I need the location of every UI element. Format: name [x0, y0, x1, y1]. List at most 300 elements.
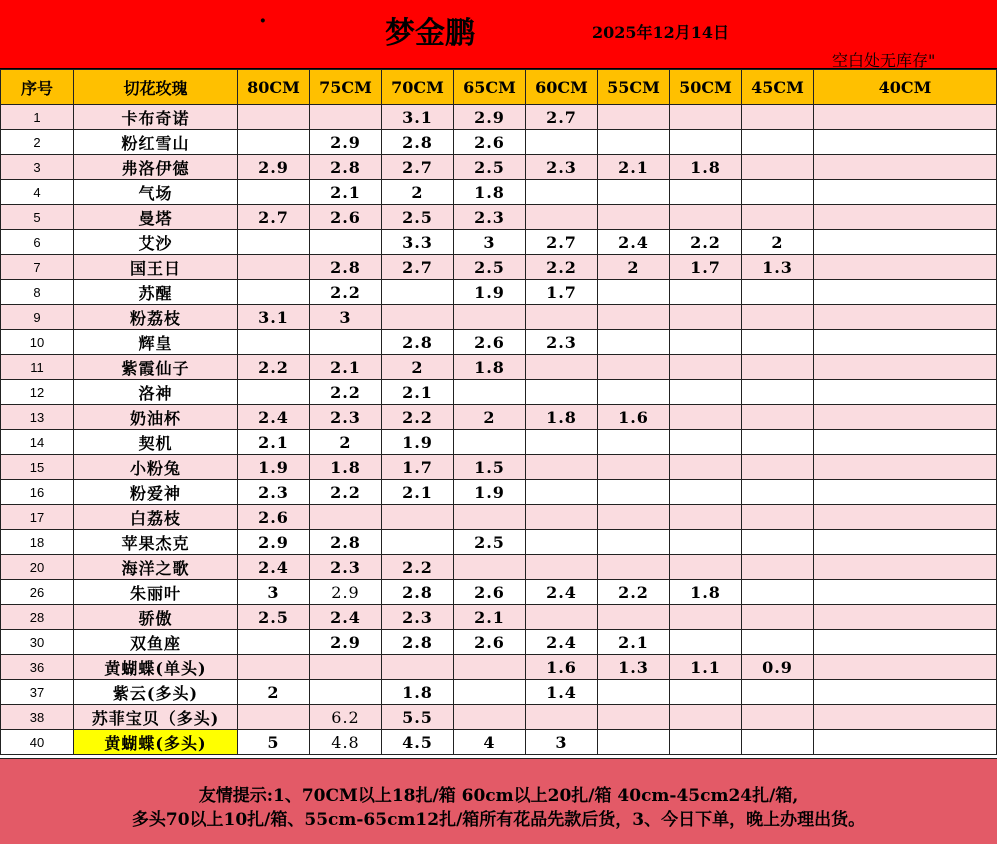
- price-cell: [526, 480, 598, 505]
- price-cell: [814, 480, 997, 505]
- price-cell: [742, 305, 814, 330]
- price-cell: 2.7: [382, 155, 454, 180]
- page-title: 梦金鹏: [385, 16, 475, 51]
- price-cell: 2.3: [310, 555, 382, 580]
- price-cell: [814, 505, 997, 530]
- price-cell: 2.6: [238, 505, 310, 530]
- price-cell: 2.5: [382, 205, 454, 230]
- price-cell: 2.1: [598, 155, 670, 180]
- table-row: [1, 530, 997, 555]
- price-cell: [670, 130, 742, 155]
- column-header: 序号: [1, 70, 74, 105]
- column-header: 切花玫瑰: [74, 70, 238, 105]
- price-cell: [742, 130, 814, 155]
- row-number: 5: [1, 205, 74, 230]
- price-cell: 2.8: [310, 155, 382, 180]
- table-row: [1, 380, 997, 405]
- price-cell: 2: [598, 255, 670, 280]
- row-number: 13: [1, 405, 74, 430]
- price-cell: [814, 180, 997, 205]
- price-cell: 2.4: [238, 555, 310, 580]
- price-cell: 1.3: [598, 655, 670, 680]
- price-cell: [670, 430, 742, 455]
- price-cell: [814, 580, 997, 605]
- price-cell: 2.9: [310, 630, 382, 655]
- price-cell: [598, 430, 670, 455]
- price-cell: [310, 230, 382, 255]
- price-cell: 2.7: [238, 205, 310, 230]
- price-cell: 3: [310, 305, 382, 330]
- price-cell: [454, 305, 526, 330]
- price-cell: [670, 705, 742, 730]
- price-cell: 2.2: [238, 355, 310, 380]
- row-number: 20: [1, 555, 74, 580]
- column-header: 70CM: [382, 70, 454, 105]
- table-row: [1, 205, 997, 230]
- price-cell: 2.9: [238, 530, 310, 555]
- variety-name: 奶油杯: [74, 405, 238, 430]
- variety-name: 粉爱神: [74, 480, 238, 505]
- price-cell: 2.1: [310, 180, 382, 205]
- price-cell: 2: [382, 355, 454, 380]
- price-cell: [238, 655, 310, 680]
- price-cell: [814, 380, 997, 405]
- price-cell: [814, 155, 997, 180]
- variety-name: 黄蝴蝶(多头): [74, 730, 238, 755]
- column-header: 40CM: [814, 70, 997, 105]
- price-cell: 2.8: [310, 255, 382, 280]
- price-cell: [814, 730, 997, 755]
- price-cell: [526, 455, 598, 480]
- price-cell: 2.2: [382, 405, 454, 430]
- price-cell: 2.6: [310, 205, 382, 230]
- price-cell: [598, 705, 670, 730]
- variety-name: 白荔枝: [74, 505, 238, 530]
- price-cell: [670, 280, 742, 305]
- price-cell: [814, 405, 997, 430]
- table-row: [1, 130, 997, 155]
- price-cell: [670, 205, 742, 230]
- row-number: 17: [1, 505, 74, 530]
- price-cell: [742, 330, 814, 355]
- row-number: 3: [1, 155, 74, 180]
- row-number: 30: [1, 630, 74, 655]
- price-cell: [742, 580, 814, 605]
- price-cell: [382, 655, 454, 680]
- price-cell: 2.7: [526, 105, 598, 130]
- price-cell: [670, 730, 742, 755]
- table-row: [1, 605, 997, 630]
- price-cell: [742, 455, 814, 480]
- price-cell: 1.3: [742, 255, 814, 280]
- price-cell: 1.8: [670, 155, 742, 180]
- price-cell: [814, 255, 997, 280]
- price-cell: [598, 680, 670, 705]
- price-cell: [814, 230, 997, 255]
- price-cell: [310, 655, 382, 680]
- price-cell: 3.1: [238, 305, 310, 330]
- price-cell: 2.2: [598, 580, 670, 605]
- price-cell: 2.5: [454, 530, 526, 555]
- header-row: [1, 70, 997, 105]
- price-cell: [742, 555, 814, 580]
- price-cell: [670, 505, 742, 530]
- row-number: 40: [1, 730, 74, 755]
- price-cell: [814, 605, 997, 630]
- price-cell: [814, 130, 997, 155]
- table-row: [1, 630, 997, 655]
- price-cell: 2.8: [382, 630, 454, 655]
- row-number: 16: [1, 480, 74, 505]
- price-cell: [526, 605, 598, 630]
- row-number: 4: [1, 180, 74, 205]
- price-cell: 5.5: [382, 705, 454, 730]
- price-cell: [670, 605, 742, 630]
- price-cell: [526, 705, 598, 730]
- price-cell: [598, 455, 670, 480]
- row-number: 1: [1, 105, 74, 130]
- variety-name: 黄蝴蝶(单头): [74, 655, 238, 680]
- table-row: [1, 480, 997, 505]
- row-number: 8: [1, 280, 74, 305]
- price-cell: 1.8: [526, 405, 598, 430]
- price-cell: [814, 455, 997, 480]
- price-cell: 2: [742, 230, 814, 255]
- price-cell: [742, 180, 814, 205]
- price-cell: [742, 430, 814, 455]
- row-number: 12: [1, 380, 74, 405]
- price-cell: [238, 330, 310, 355]
- table-row: [1, 105, 997, 130]
- price-cell: 2.9: [310, 580, 382, 605]
- price-cell: [454, 680, 526, 705]
- price-cell: [382, 530, 454, 555]
- table-row: [1, 555, 997, 580]
- variety-name: 紫云(多头): [74, 680, 238, 705]
- price-cell: 2: [382, 180, 454, 205]
- price-cell: 1.8: [310, 455, 382, 480]
- table-row: [1, 580, 997, 605]
- price-cell: 2.8: [382, 130, 454, 155]
- stock-note: 空白处无库存": [832, 51, 936, 70]
- price-cell: [526, 380, 598, 405]
- price-cell: 2.8: [382, 580, 454, 605]
- price-cell: [238, 255, 310, 280]
- price-cell: 2.2: [670, 230, 742, 255]
- price-cell: 1.8: [454, 355, 526, 380]
- price-cell: 2.3: [454, 205, 526, 230]
- price-cell: [238, 630, 310, 655]
- price-cell: [814, 680, 997, 705]
- price-cell: 2.3: [382, 605, 454, 630]
- price-cell: [670, 380, 742, 405]
- table-row: [1, 455, 997, 480]
- price-cell: 2.7: [526, 230, 598, 255]
- price-cell: 2.7: [382, 255, 454, 280]
- price-cell: [598, 330, 670, 355]
- price-cell: [742, 705, 814, 730]
- price-cell: [670, 530, 742, 555]
- price-cell: 3: [454, 230, 526, 255]
- price-cell: 2.1: [310, 355, 382, 380]
- variety-name: 曼塔: [74, 205, 238, 230]
- price-cell: 1.1: [670, 655, 742, 680]
- price-cell: [742, 280, 814, 305]
- variety-name: 双鱼座: [74, 630, 238, 655]
- price-cell: [814, 430, 997, 455]
- price-cell: 2.2: [382, 555, 454, 580]
- variety-name: 艾沙: [74, 230, 238, 255]
- variety-name: 弗洛伊德: [74, 155, 238, 180]
- date-label: 2025年12月14日: [592, 23, 730, 42]
- footer-notice: [0, 758, 997, 844]
- price-cell: [238, 105, 310, 130]
- price-cell: 6.2: [310, 705, 382, 730]
- price-cell: 1.7: [526, 280, 598, 305]
- price-cell: 1.5: [454, 455, 526, 480]
- price-cell: [742, 730, 814, 755]
- price-cell: [598, 505, 670, 530]
- price-cell: [454, 505, 526, 530]
- variety-name: 气场: [74, 180, 238, 205]
- price-cell: 3.1: [382, 105, 454, 130]
- price-cell: [670, 405, 742, 430]
- table-row: [1, 155, 997, 180]
- price-cell: [670, 630, 742, 655]
- price-cell: [238, 280, 310, 305]
- row-number: 26: [1, 580, 74, 605]
- price-cell: [814, 705, 997, 730]
- price-cell: [598, 130, 670, 155]
- price-cell: 2.3: [526, 155, 598, 180]
- price-cell: 2.2: [310, 480, 382, 505]
- row-number: 10: [1, 330, 74, 355]
- price-cell: 2.6: [454, 630, 526, 655]
- price-cell: [742, 405, 814, 430]
- price-cell: 2.4: [238, 405, 310, 430]
- price-cell: [598, 205, 670, 230]
- price-cell: [454, 705, 526, 730]
- table-row: [1, 305, 997, 330]
- table-row: [1, 730, 997, 755]
- price-cell: [526, 130, 598, 155]
- table-row: [1, 255, 997, 280]
- price-cell: [814, 630, 997, 655]
- price-cell: 2.6: [454, 130, 526, 155]
- price-cell: [670, 555, 742, 580]
- price-cell: [742, 630, 814, 655]
- price-cell: [526, 430, 598, 455]
- price-cell: 1.7: [670, 255, 742, 280]
- price-cell: 3: [238, 580, 310, 605]
- price-cell: 1.9: [238, 455, 310, 480]
- price-cell: 2.1: [382, 380, 454, 405]
- table-row: [1, 430, 997, 455]
- price-cell: [526, 305, 598, 330]
- price-cell: 1.9: [382, 430, 454, 455]
- variety-name: 粉荔枝: [74, 305, 238, 330]
- price-cell: 1.8: [670, 580, 742, 605]
- price-cell: [526, 505, 598, 530]
- footer-line-1: 友情提示:1、70CM以上18扎/箱 60cm以上20扎/箱 40cm-45cm24扎/箱,: [198, 786, 799, 806]
- price-cell: 1.8: [382, 680, 454, 705]
- table-row: [1, 705, 997, 730]
- price-cell: [742, 505, 814, 530]
- price-cell: [670, 305, 742, 330]
- price-cell: 4.5: [382, 730, 454, 755]
- variety-name: 小粉兔: [74, 455, 238, 480]
- price-cell: [670, 180, 742, 205]
- price-cell: 2.4: [526, 630, 598, 655]
- price-cell: 5: [238, 730, 310, 755]
- price-cell: [598, 180, 670, 205]
- price-cell: [742, 105, 814, 130]
- price-cell: [742, 680, 814, 705]
- price-cell: 1.8: [454, 180, 526, 205]
- row-number: 14: [1, 430, 74, 455]
- price-cell: [526, 205, 598, 230]
- table-row: [1, 655, 997, 680]
- variety-name: 苏醒: [74, 280, 238, 305]
- price-cell: [742, 155, 814, 180]
- price-cell: 2.5: [454, 155, 526, 180]
- price-cell: [310, 105, 382, 130]
- row-number: 6: [1, 230, 74, 255]
- price-cell: 1.6: [526, 655, 598, 680]
- variety-name: 契机: [74, 430, 238, 455]
- price-cell: [814, 330, 997, 355]
- price-cell: 1.4: [526, 680, 598, 705]
- price-cell: [526, 355, 598, 380]
- table-row: [1, 405, 997, 430]
- price-cell: [598, 355, 670, 380]
- row-number: 18: [1, 530, 74, 555]
- variety-name: 卡布奇诺: [74, 105, 238, 130]
- price-cell: 0.9: [742, 655, 814, 680]
- price-cell: [310, 330, 382, 355]
- price-cell: 2.6: [454, 330, 526, 355]
- price-cell: [382, 505, 454, 530]
- column-header: 65CM: [454, 70, 526, 105]
- price-cell: 3: [526, 730, 598, 755]
- table-row: [1, 180, 997, 205]
- table-row: [1, 680, 997, 705]
- price-cell: 2.8: [382, 330, 454, 355]
- price-cell: 2.3: [526, 330, 598, 355]
- variety-name: 朱丽叶: [74, 580, 238, 605]
- variety-name: 紫霞仙子: [74, 355, 238, 380]
- footer-line-2: 多头70以上10扎/箱、55cm-65cm12扎/箱所有花品先款后货，3、今日下单，晚上办理出货。: [131, 810, 866, 830]
- price-cell: 2.8: [310, 530, 382, 555]
- price-cell: 1.9: [454, 480, 526, 505]
- variety-name: 苏菲宝贝（多头): [74, 705, 238, 730]
- price-cell: [742, 605, 814, 630]
- price-cell: [454, 555, 526, 580]
- price-cell: [670, 355, 742, 380]
- price-cell: [454, 655, 526, 680]
- price-cell: 2.5: [454, 255, 526, 280]
- price-cell: [598, 105, 670, 130]
- price-cell: [814, 105, 997, 130]
- table-row: [1, 280, 997, 305]
- price-cell: [238, 180, 310, 205]
- price-cell: [238, 380, 310, 405]
- price-cell: [310, 505, 382, 530]
- price-cell: 4: [454, 730, 526, 755]
- price-cell: 2.2: [310, 380, 382, 405]
- price-cell: [598, 380, 670, 405]
- price-cell: [382, 280, 454, 305]
- row-number: 9: [1, 305, 74, 330]
- price-cell: [814, 280, 997, 305]
- table-row: [1, 230, 997, 255]
- price-cell: [742, 205, 814, 230]
- price-cell: [598, 305, 670, 330]
- price-cell: 2: [310, 430, 382, 455]
- row-number: 15: [1, 455, 74, 480]
- price-cell: 2.2: [310, 280, 382, 305]
- price-cell: 2.6: [454, 580, 526, 605]
- row-number: 36: [1, 655, 74, 680]
- price-cell: 2.1: [598, 630, 670, 655]
- price-cell: 2.9: [454, 105, 526, 130]
- price-cell: 2.4: [310, 605, 382, 630]
- price-cell: 2.1: [382, 480, 454, 505]
- price-cell: 1.7: [382, 455, 454, 480]
- price-cell: [742, 530, 814, 555]
- price-cell: [670, 105, 742, 130]
- price-cell: [598, 555, 670, 580]
- title-band: [0, 0, 997, 69]
- column-header: 80CM: [238, 70, 310, 105]
- price-cell: [238, 705, 310, 730]
- price-cell: 2.9: [310, 130, 382, 155]
- price-cell: [526, 180, 598, 205]
- price-cell: [814, 355, 997, 380]
- price-cell: [814, 305, 997, 330]
- price-cell: [670, 680, 742, 705]
- price-cell: [814, 205, 997, 230]
- price-cell: [454, 380, 526, 405]
- row-number: 7: [1, 255, 74, 280]
- column-header: 50CM: [670, 70, 742, 105]
- price-cell: 2.2: [526, 255, 598, 280]
- price-cell: [814, 555, 997, 580]
- price-cell: [598, 530, 670, 555]
- price-cell: 2.3: [238, 480, 310, 505]
- variety-name: 苹果杰克: [74, 530, 238, 555]
- price-cell: [598, 480, 670, 505]
- variety-name: 海洋之歌: [74, 555, 238, 580]
- row-number: 37: [1, 680, 74, 705]
- variety-name: 粉红雪山: [74, 130, 238, 155]
- row-number: 11: [1, 355, 74, 380]
- variety-name: 国王日: [74, 255, 238, 280]
- price-cell: 3.3: [382, 230, 454, 255]
- price-cell: [742, 355, 814, 380]
- price-cell: [238, 230, 310, 255]
- variety-name: 辉皇: [74, 330, 238, 355]
- price-cell: 1.9: [454, 280, 526, 305]
- price-cell: 2.1: [454, 605, 526, 630]
- price-cell: [526, 530, 598, 555]
- price-cell: [742, 480, 814, 505]
- table-row: [1, 355, 997, 380]
- column-header: 55CM: [598, 70, 670, 105]
- price-cell: 2.5: [238, 605, 310, 630]
- price-table: [0, 69, 997, 755]
- title-dot: ·: [259, 8, 267, 34]
